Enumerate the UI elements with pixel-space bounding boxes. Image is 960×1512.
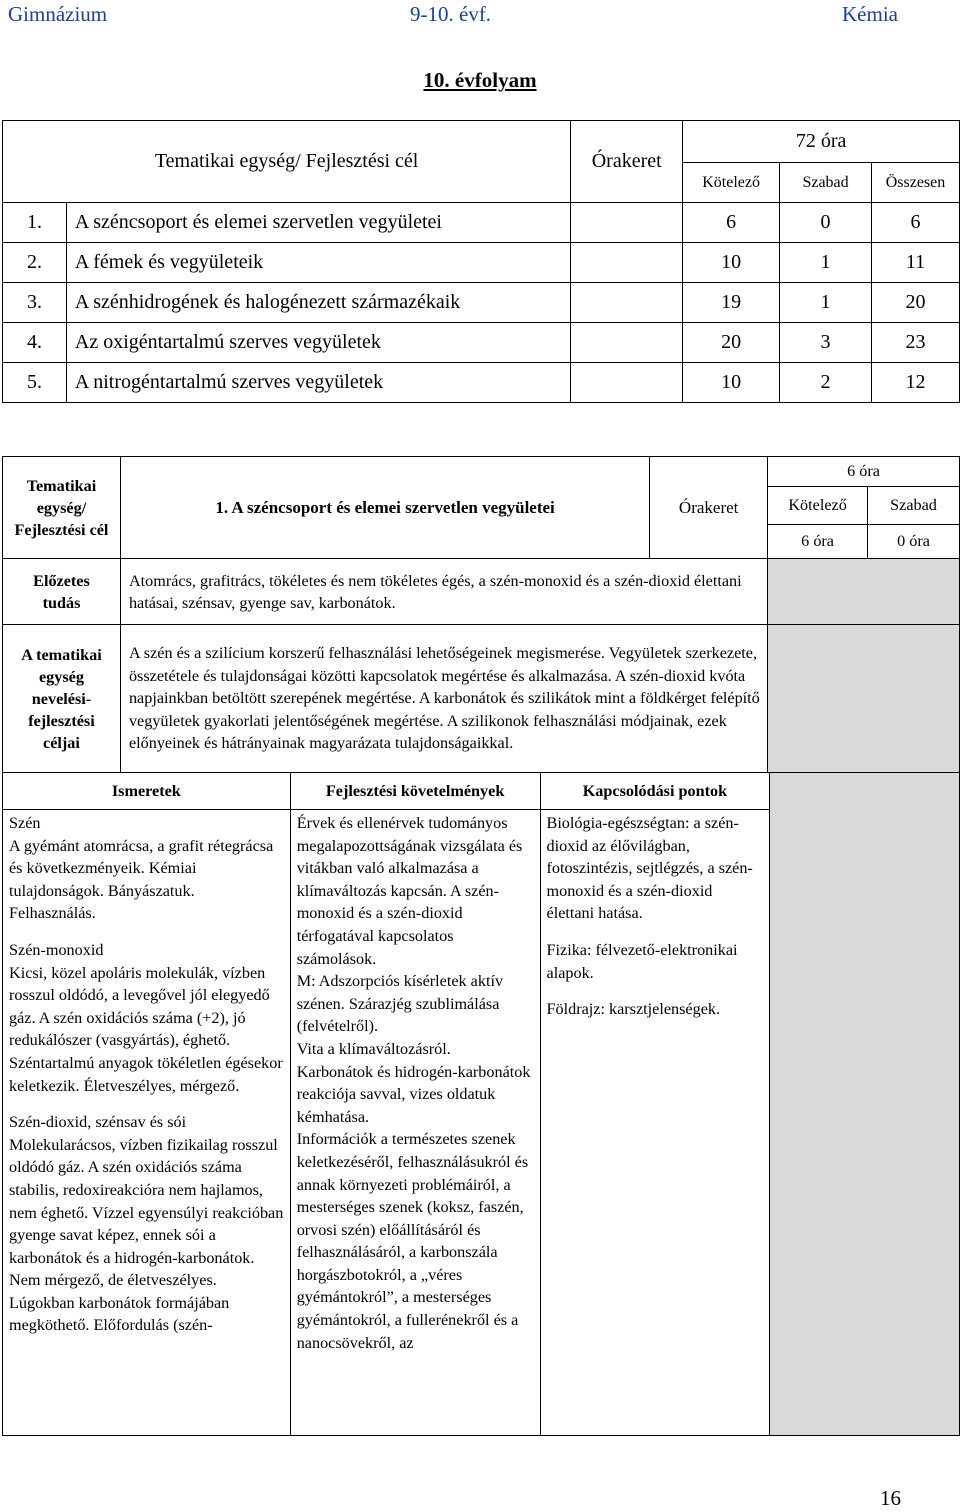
table-row [3, 203, 960, 243]
col-links: Kapcsolódási pontok [540, 773, 770, 810]
unit-topic-label: Tematikai egység/ Fejlesztési cél [3, 457, 121, 559]
knowledge-block-carbon: Szén A gyémánt atomrácsa, a grafit rétegrácsa és következményeik. Kémiai tulajdonságok. Bányászatuk. Felhasználás. [9, 814, 274, 923]
link-geography: Földrajz: karsztjelenségek. [546, 1000, 721, 1019]
links-cell [540, 810, 770, 1436]
row-mandatory: 20 [683, 323, 780, 363]
goals-label: A tematikai egység nevelési-fejlesztési céljai [3, 625, 121, 773]
gray-cell [770, 773, 960, 1436]
unit-mandatory-hours: 6 óra [768, 525, 868, 559]
page-number: 16 [880, 1486, 901, 1510]
unit-total: 6 óra [768, 457, 960, 487]
unit-table [2, 456, 960, 773]
row-free: 1 [780, 283, 872, 323]
row-mandatory: 10 [683, 243, 780, 283]
row-mandatory: 6 [683, 203, 780, 243]
row-mandatory: 19 [683, 283, 780, 323]
prior-knowledge-label: Előzetes tudás [3, 559, 121, 625]
requirements-cell: Érvek és ellenérvek tudományos megalapozottságának vizsgálata és vitákban való alkalmazása a klímaváltozás kapcsán. A szén-monoxid és a szén-dioxid térfogatával kapcsolatos számolások. M: Adszorpciós kísérletek aktív szénen. Szárazjég szublimálása (felvételről). Vita a klímaváltozásról. Karbonátok és hidrogén-karbonátok reakciója savval, vizes oldatuk kémhatása. Információk a természetes szenek keletkezéséről, felhasználásukról és annak környezeti problémáiról, a mesterséges szenek (koksz, faszén, orvosi szén) előállításáról és felhasználásáról, a karbonszála horgászbotokról, a „véres gyémántokról”, a mesterséges gyémántokról, a fullerénekről és a nanocsövekről, az [290, 810, 540, 1436]
row-number: 5. [3, 363, 67, 403]
row-number: 4. [3, 323, 67, 363]
table-row [3, 243, 960, 283]
row-free: 1 [780, 243, 872, 283]
header-school: Gimnázium [8, 2, 108, 26]
unit-mandatory-label: Kötelező [768, 487, 868, 525]
row-name: A nitrogéntartalmú szerves vegyületek [66, 363, 570, 403]
table-row [3, 363, 960, 403]
gray-cell [768, 559, 960, 625]
table-row [3, 323, 960, 363]
header-subject: Kémia [842, 2, 898, 26]
summary-col-sum: Összesen [872, 163, 960, 203]
link-physics: Fizika: félvezető-elektronikai alapok. [546, 940, 738, 982]
knowledge-cell [3, 810, 291, 1436]
summary-title: 10. évfolyam [423, 68, 537, 92]
content-table [2, 772, 960, 1436]
col-requirements: Fejlesztési követelmények [290, 773, 540, 810]
table-row [3, 283, 960, 323]
row-free: 0 [780, 203, 872, 243]
knowledge-block-co2: Szén-dioxid, szénsav és sói Molekularácsos, vízben fizikailag rosszul oldódó gáz. A szén oxidációs száma stabilis, redoxireakcióra nem hajlamos, nem éghető. Vízzel egyensúlyi reakcióban gyenge savat képez, ennek sói a karbonátok és a hidrogén-karbonátok. Nem mérgező, de életveszélyes. Lúgokban karbonátok formájában megköthető. Előfordulás (szén- [9, 1113, 284, 1335]
row-mandatory: 10 [683, 363, 780, 403]
row-sum: 6 [872, 203, 960, 243]
gray-cell [768, 625, 960, 773]
goals-text: A szén és a szilícium korszerű felhasználási lehetőségeinek megismerése. Vegyületek szerkezete, összetétele és tulajdonságai közötti kapcsolatok megértése és alkalmazása. A szén-dioxid kvóta napjainkban betöltött szerepének megértése. A karbonátok és szilikátok mint a földkérget felépítő vegyületek gyakorlati jelentőségének megértése. A szilikonok felhasználási módjainak, ezek előnyeinek és hátrányainak magyarázata tulajdonságaikkal. [120, 625, 767, 773]
row-number: 3. [3, 283, 67, 323]
summary-table [2, 120, 960, 403]
row-name: Az oxigéntartalmú szerves vegyületek [66, 323, 570, 363]
row-sum: 23 [872, 323, 960, 363]
row-number: 1. [3, 203, 67, 243]
unit-free-hours: 0 óra [868, 525, 960, 559]
summary-total: 72 óra [683, 121, 960, 163]
unit-free-label: Szabad [868, 487, 960, 525]
col-knowledge: Ismeretek [3, 773, 291, 810]
row-name: A fémek és vegyületeik [66, 243, 570, 283]
header-grade: 9-10. évf. [410, 2, 492, 26]
unit-title: 1. A széncsoport és elemei szervetlen vegyületei [120, 457, 649, 559]
unit-hours-label: Órakeret [650, 457, 768, 559]
summary-col-topic: Tematikai egység/ Fejlesztési cél [3, 121, 571, 203]
row-sum: 11 [872, 243, 960, 283]
summary-col-mandatory: Kötelező [683, 163, 780, 203]
row-sum: 12 [872, 363, 960, 403]
row-free: 2 [780, 363, 872, 403]
row-name: A szénhidrogének és halogénezett származékaik [66, 283, 570, 323]
link-biology: Biológia-egészségtan: a szén-dioxid az élővilágban, fotoszintézis, sejtlégzés, a szén-monoxid és a szén-dioxid élettani hatása. [546, 814, 753, 923]
row-number: 2. [3, 243, 67, 283]
knowledge-block-co: Szén-monoxid Kicsi, közel apoláris molekulák, vízben rosszul oldódó, a levegővel jól elegyedő gáz. A szén oxidációs száma (+2), jó redukálószer (vasgyártás), éghető. Széntartalmú anyagok tökéletlen égésekor keletkezik. Életveszélyes, mérgező. [9, 940, 283, 1095]
prior-knowledge-text: Atomrács, grafitrács, tökéletes és nem tökéletes égés, a szén-monoxid és a szén-dioxid élettani hatásai, szénsav, gyenge sav, karbonátok. [120, 559, 767, 625]
summary-col-free: Szabad [780, 163, 872, 203]
row-free: 3 [780, 323, 872, 363]
row-sum: 20 [872, 283, 960, 323]
summary-col-hours: Órakeret [571, 121, 683, 203]
row-name: A széncsoport és elemei szervetlen vegyületei [66, 203, 570, 243]
